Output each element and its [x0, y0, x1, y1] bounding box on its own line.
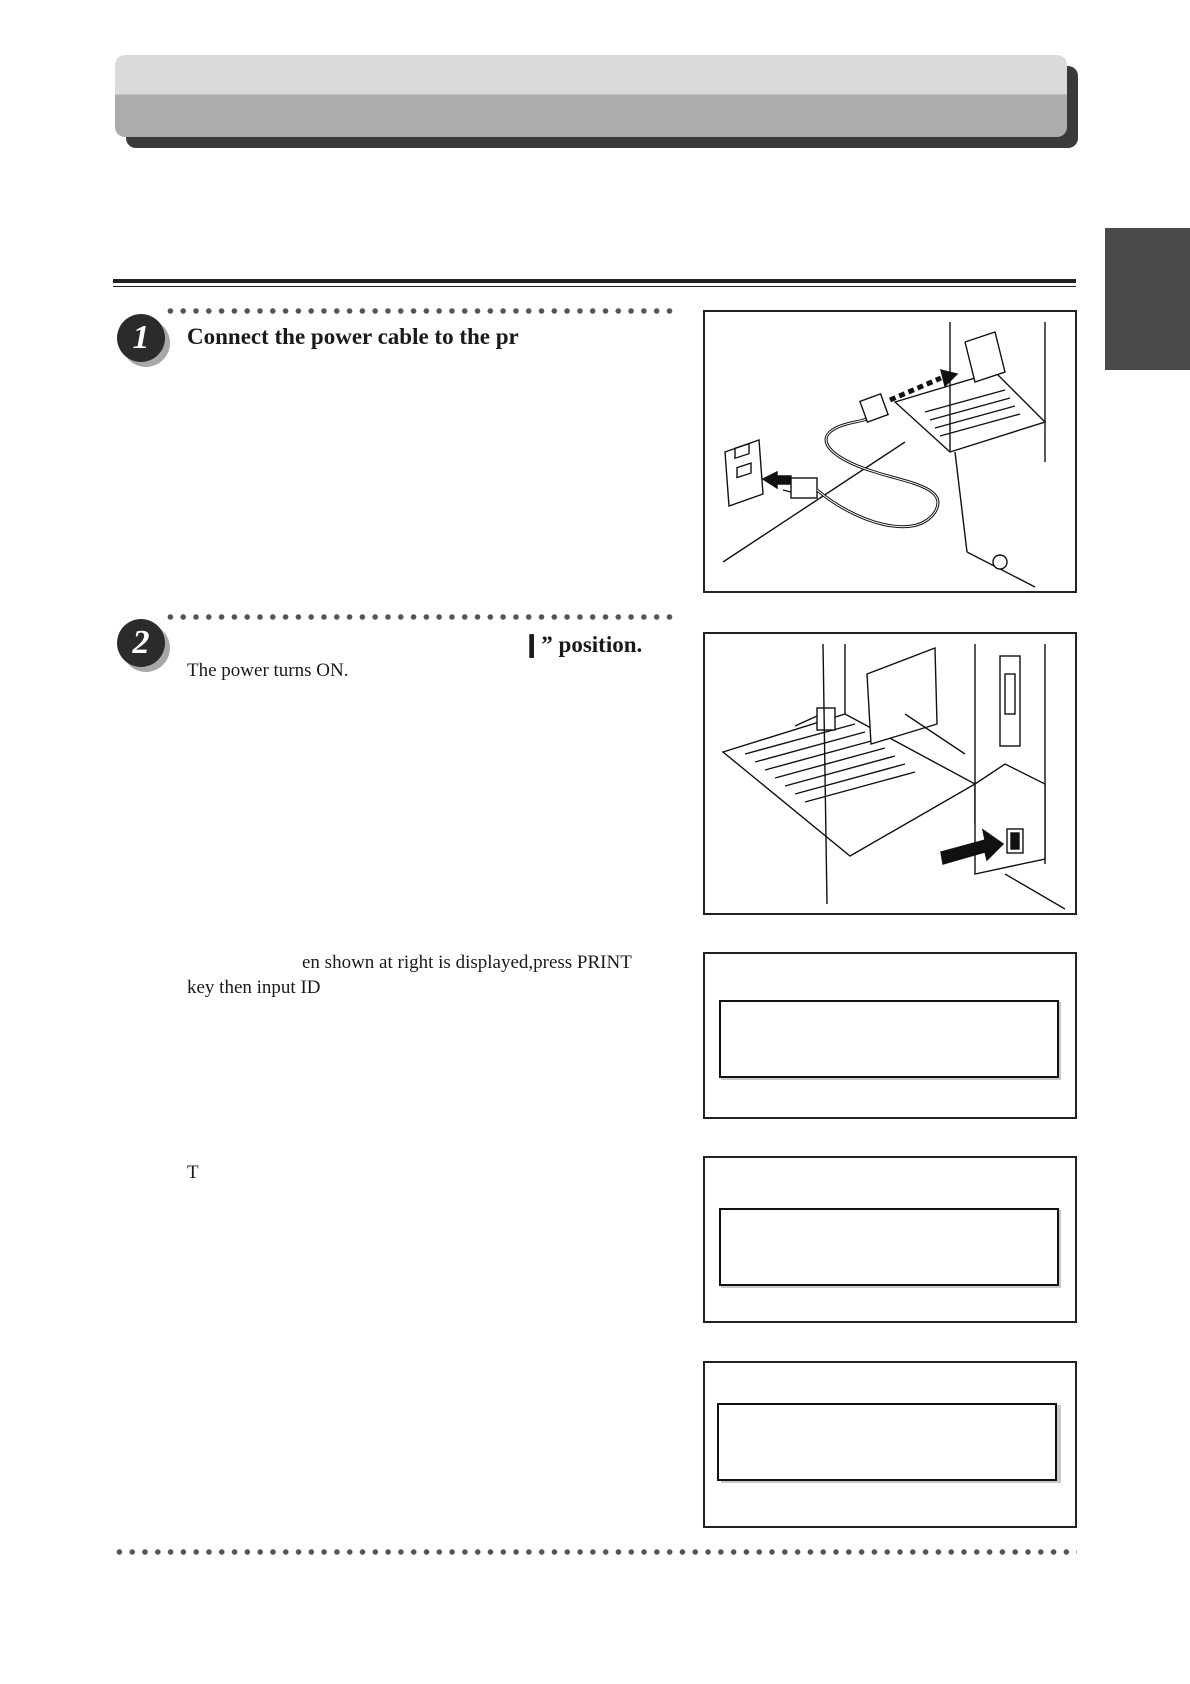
display-panel-3: [703, 1361, 1077, 1528]
figure-power-cable: [703, 310, 1077, 593]
display-screen-1: [719, 1000, 1059, 1078]
step-2-number-badge: 2: [117, 619, 165, 667]
screen-instruction-line-1: en shown at right is displayed,press PRINT: [302, 952, 632, 973]
power-cable-illustration-icon: [705, 312, 1075, 591]
section-rule: [113, 279, 1076, 283]
section-rule-thin: [113, 286, 1076, 287]
screen-instruction-line-2: key then input ID: [187, 977, 321, 998]
bottom-dotted-divider: [113, 1548, 1077, 1556]
display-screen-3: [717, 1403, 1057, 1481]
header-banner: [115, 55, 1067, 137]
step-2-title: ❙” position.: [522, 632, 643, 657]
display-screen-2: [719, 1208, 1059, 1286]
step-1-number-badge: 1: [117, 314, 165, 362]
figure-power-switch: [703, 632, 1077, 915]
step-2-dotted-divider: [164, 613, 678, 621]
display-panel-2: [703, 1156, 1077, 1323]
text-fragment: T: [187, 1162, 199, 1183]
step-2-subtext: The power turns ON.: [187, 660, 349, 681]
chapter-tab: [1105, 228, 1190, 370]
step-1-dotted-divider: [164, 307, 678, 315]
step-1-title: Connect the power cable to the pr: [187, 324, 519, 349]
display-panel-1: [703, 952, 1077, 1119]
power-switch-illustration-icon: [705, 634, 1075, 913]
